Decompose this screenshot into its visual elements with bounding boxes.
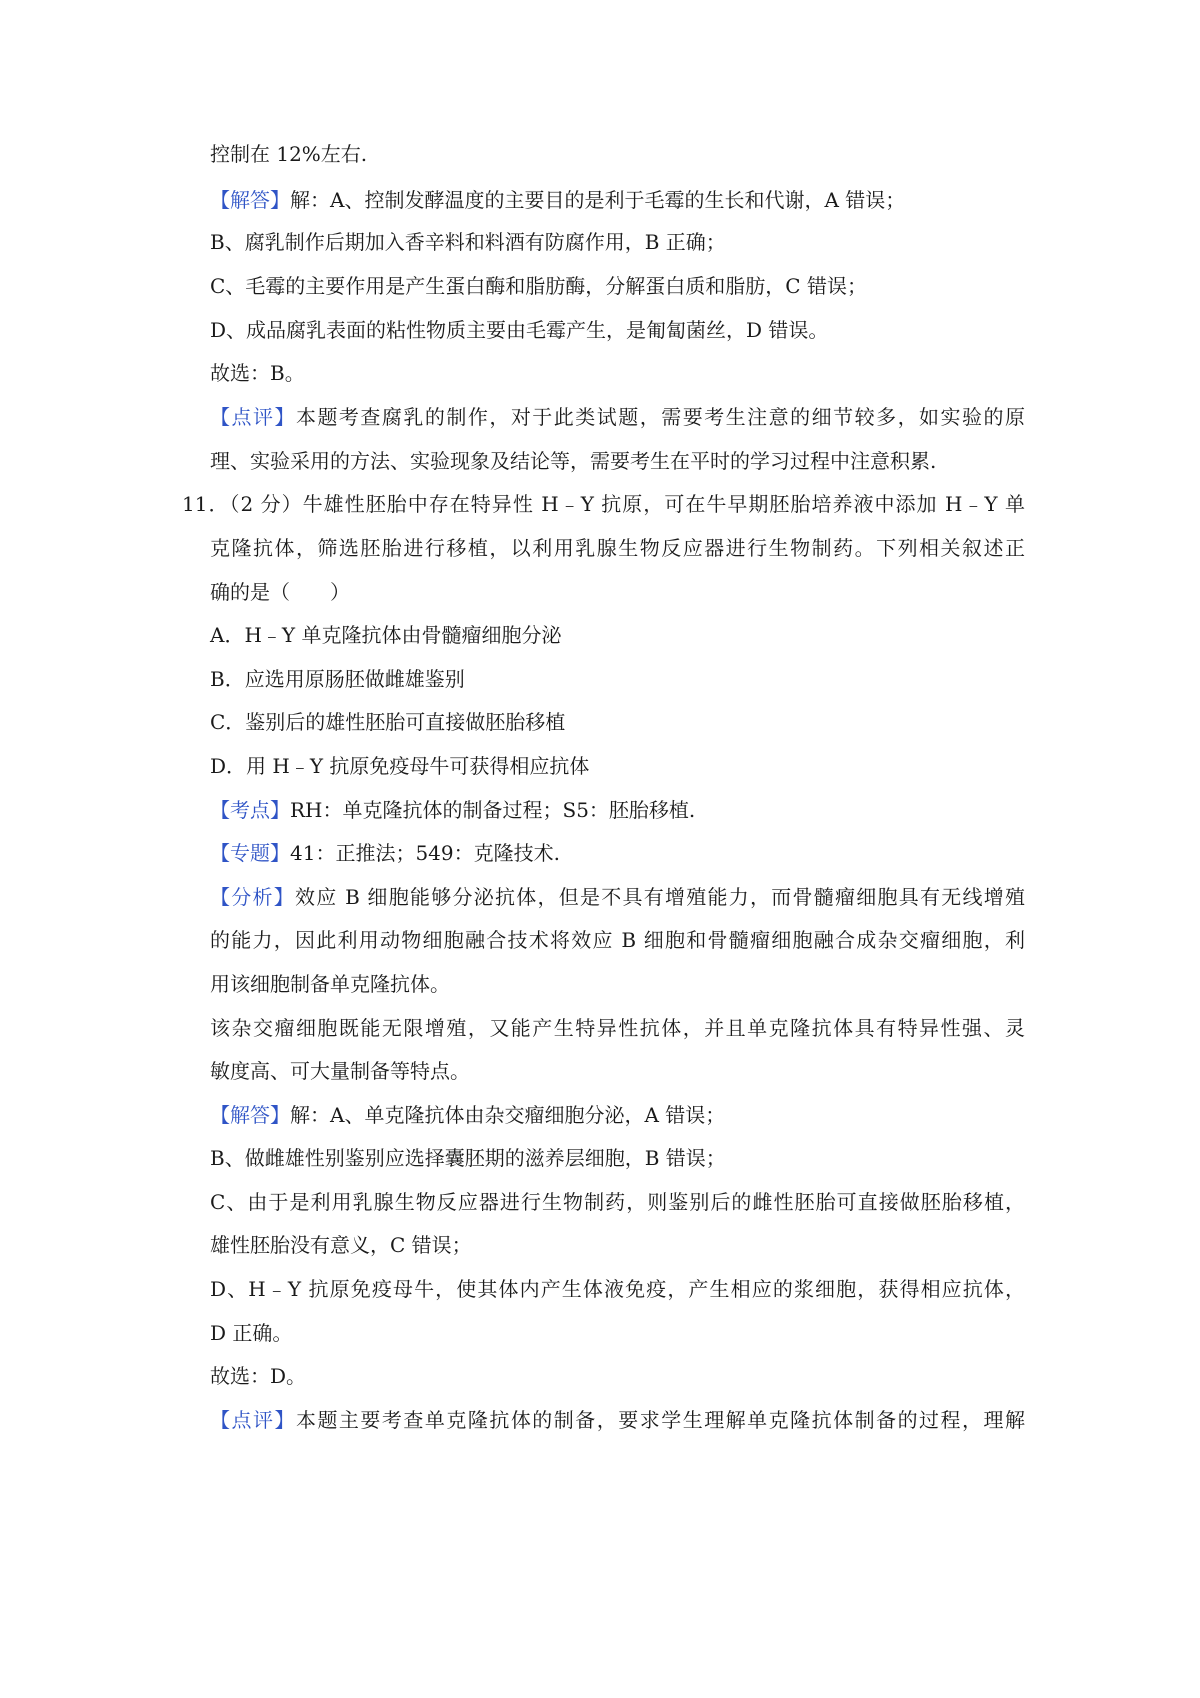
section-tag-dianping: 【点评】 <box>210 405 296 429</box>
prev-answer-line-b: B、腐乳制作后期加入香辛料和料酒有防腐作用，B 正确； <box>210 230 726 254</box>
jieda-line-c: C、由于是利用乳腺生物反应器进行生物制药，则鉴别后的雌性胚胎可直接做胚胎移植， <box>210 1190 1025 1214</box>
fenxi-line-5: 敏度高、可大量制备等特点。 <box>210 1059 470 1083</box>
option-a: A．H﹣Y 单克隆抗体由骨髓瘤细胞分泌 <box>210 623 562 647</box>
fenxi-line-3: 用该细胞制备单克隆抗体。 <box>210 972 450 996</box>
kaodian-line <box>210 794 1025 826</box>
prev-comment-line-2: 理、实验采用的方法、实验现象及结论等，需要考生在平时的学习过程中注意积累. <box>210 449 937 473</box>
question-stem-line-3: 确的是（ ） <box>210 580 350 604</box>
jieda-line-b: B、做雌雄性别鉴别应选择囊胚期的滋养层细胞，B 错误； <box>210 1146 726 1170</box>
section-tag-jieda-2: 【解答】 <box>210 1103 290 1127</box>
fenxi-line-1 <box>210 881 1025 913</box>
jieda-line-d: D、H﹣Y 抗原免疫母牛，使其体内产生体液免疫，产生相应的浆细胞，获得相应抗体， <box>210 1277 1025 1301</box>
option-b: B．应选用原肠胚做雌雄鉴别 <box>210 667 465 691</box>
dianping-text: 本题主要考查单克隆抗体的制备，要求学生理解单克隆抗体制备的过程，理解 <box>295 1408 1026 1432</box>
jieda-line-c-cont: 雄性胚胎没有意义，C 错误； <box>210 1233 472 1257</box>
fenxi-text: 效应 B 细胞能够分泌抗体，但是不具有增殖能力，而骨髓瘤细胞具有无线增殖 <box>295 885 1025 909</box>
prev-answer-text: 解：A、控制发酵温度的主要目的是利于毛霉的生长和代谢，A 错误； <box>290 188 906 212</box>
prev-answer-line-1 <box>210 184 1025 216</box>
prev-answer-line-c: C、毛霉的主要作用是产生蛋白酶和脂肪酶，分解蛋白质和脂肪，C 错误； <box>210 274 867 298</box>
section-tag-kaodian: 【考点】 <box>210 798 290 822</box>
section-tag-zhuanti: 【专题】 <box>210 841 290 865</box>
section-tag-jieda: 【解答】 <box>210 188 290 212</box>
fenxi-line-4: 该杂交瘤细胞既能无限增殖，又能产生特异性抗体，并且单克隆抗体具有特异性强、灵 <box>210 1016 1025 1040</box>
jieda-text: 解：A、单克隆抗体由杂交瘤细胞分泌，A 错误； <box>290 1103 726 1127</box>
kaodian-text: RH：单克隆抗体的制备过程；S5：胚胎移植. <box>290 798 696 822</box>
prev-answer-line-d: D、成品腐乳表面的粘性物质主要由毛霉产生，是匍匐菌丝，D 错误。 <box>210 318 829 342</box>
zhuanti-line <box>210 837 1025 869</box>
question-stem-line-2: 克隆抗体，筛选胚胎进行移植，以利用乳腺生物反应器进行生物制药。下列相关叙述正 <box>210 536 1025 560</box>
prev-comment-line-1 <box>210 401 1025 433</box>
fenxi-line-2: 的能力，因此利用动物细胞融合技术将效应 B 细胞和骨髓瘤细胞融合成杂交瘤细胞，利 <box>210 928 1025 952</box>
option-d: D．用 H﹣Y 抗原免疫母牛可获得相应抗体 <box>210 754 590 778</box>
prev-answer-tail: 控制在 12%左右. <box>210 142 368 166</box>
section-tag-fenxi: 【分析】 <box>210 885 296 909</box>
option-c: C．鉴别后的雄性胚胎可直接做胚胎移植 <box>210 710 566 734</box>
jieda-conclusion: 故选：D。 <box>210 1364 307 1388</box>
zhuanti-text: 41：正推法；549：克隆技术. <box>290 841 560 865</box>
jieda-line-d-cont: D 正确。 <box>210 1321 293 1345</box>
question-stem-line-1: 11．（2 分）牛雄性胚胎中存在特异性 H﹣Y 抗原，可在牛早期胚胎培养液中添加 H﹣Y 单 <box>182 492 1025 516</box>
section-tag-dianping-2: 【点评】 <box>210 1408 296 1432</box>
dianping-line-1 <box>210 1404 1025 1436</box>
prev-comment-text: 本题考查腐乳的制作，对于此类试题，需要考生注意的细节较多，如实验的原 <box>295 405 1026 429</box>
jieda-line-1 <box>210 1099 1025 1131</box>
prev-answer-conclusion: 故选：B。 <box>210 361 305 385</box>
